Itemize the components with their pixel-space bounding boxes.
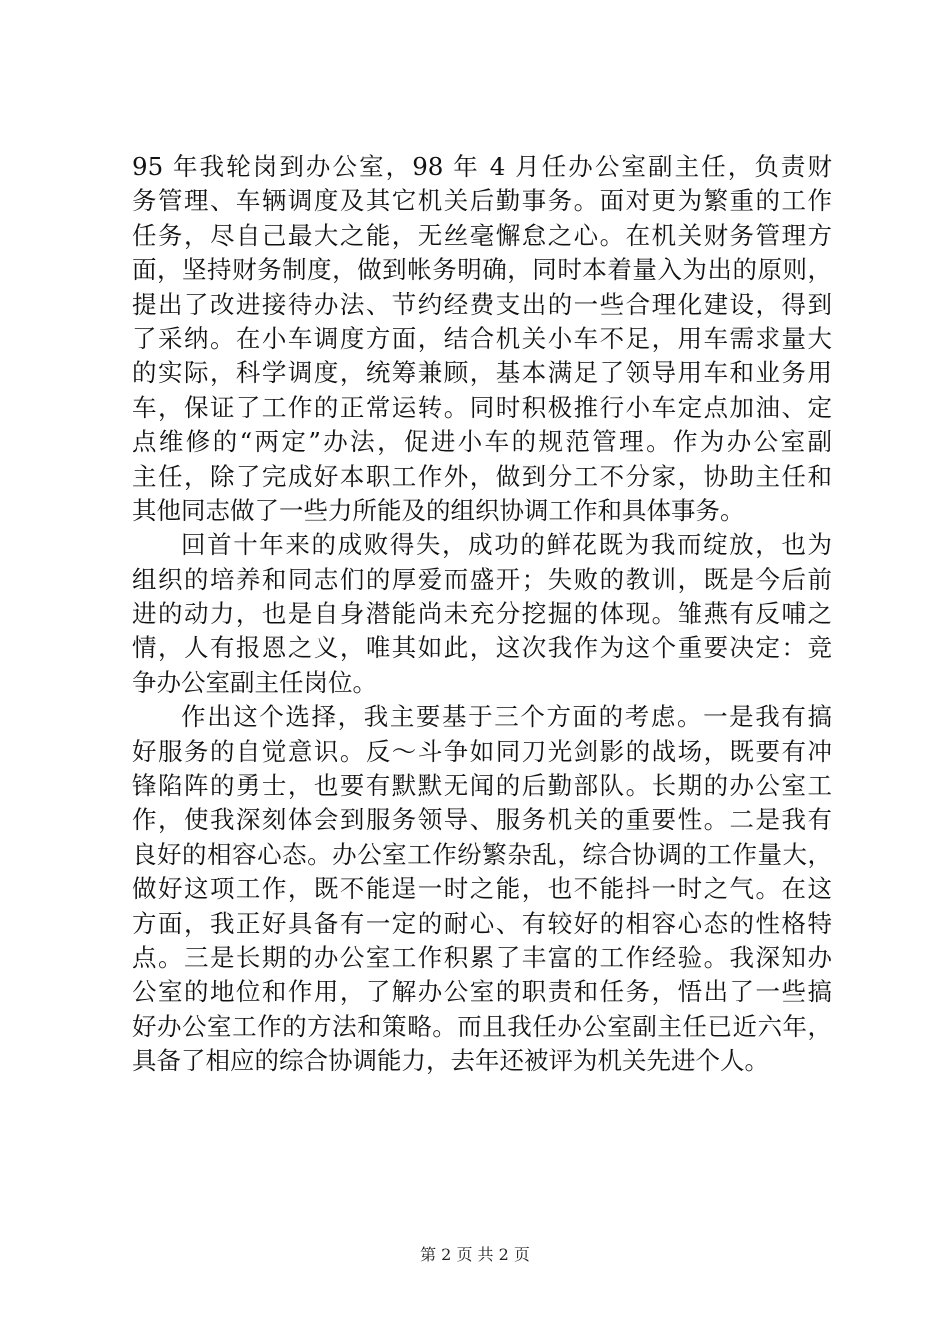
text-line: 具备了相应的综合协调能力，去年还被评为机关先进个人。 xyxy=(132,1046,769,1076)
text-line: 争办公室副主任岗位。 xyxy=(132,667,377,697)
text-line: 做好这项工作，既不能逞一时之能，也不能抖一时之气。在这 xyxy=(132,874,832,904)
text-line: 其他同志做了一些力所能及的组织协调工作和具体事务。 xyxy=(132,495,745,525)
text-line: 作出这个选择，我主要基于三个方面的考虑。一是我有搞 xyxy=(181,702,832,732)
text-line: 组织的培养和同志们的厚爱而盛开；失败的教训，既是今后前 xyxy=(132,564,832,594)
text-line: 的实际，科学调度，统筹兼顾，基本满足了领导用车和业务用 xyxy=(132,358,832,388)
text-line: 面，坚持财务制度，做到帐务明确，同时本着量入为出的原则， xyxy=(132,255,832,285)
text-line: 公室的地位和作用，了解办公室的职责和任务，悟出了一些搞 xyxy=(132,977,832,1007)
text-line: 95 年我轮岗到办公室，98 年 4 月任办公室副主任，负责财 xyxy=(132,152,832,181)
text-line: 任务，尽自己最大之能，无丝毫懈怠之心。在机关财务管理方 xyxy=(132,220,832,250)
text-line: 车，保证了工作的正常运转。同时积极推行小车定点加油、定 xyxy=(132,392,832,422)
text-line: 好办公室工作的方法和策略。而且我任办公室副主任已近六年， xyxy=(132,1011,832,1041)
text-line: 点。三是长期的办公室工作积累了丰富的工作经验。我深知办 xyxy=(132,942,832,972)
text-line: 进的动力，也是自身潜能尚未充分挖掘的体现。雏燕有反哺之 xyxy=(132,599,832,629)
text-line: 锋陷阵的勇士，也要有默默无闻的后勤部队。长期的办公室工 xyxy=(132,771,832,801)
document-body xyxy=(132,150,832,1079)
text-line: 了采纳。在小车调度方面，结合机关小车不足，用车需求量大 xyxy=(132,323,832,353)
text-line: 良好的相容心态。办公室工作纷繁杂乱，综合协调的工作量大， xyxy=(132,839,832,869)
text-line: 好服务的自觉意识。反～斗争如同刀光剑影的战场，既要有冲 xyxy=(132,736,832,766)
text-line: 情，人有报恩之义，唯其如此，这次我作为这个重要决定：竞 xyxy=(132,633,832,663)
page-number-footer: 第 2 页 共 2 页 xyxy=(420,1245,530,1264)
text-line: 方面，我正好具备有一定的耐心、有较好的相容心态的性格特 xyxy=(132,908,832,938)
text-line: 主任，除了完成好本职工作外，做到分工不分家，协助主任和 xyxy=(132,461,832,491)
text-line: 作，使我深刻体会到服务领导、服务机关的重要性。二是我有 xyxy=(132,805,832,835)
text-line: 提出了改进接待办法、节约经费支出的一些合理化建设，得到 xyxy=(132,289,832,319)
text-line: 点维修的“两定”办法，促进小车的规范管理。作为办公室副 xyxy=(132,427,832,457)
text-line: 回首十年来的成败得失，成功的鲜花既为我而绽放，也为 xyxy=(181,530,832,560)
text-line: 务管理、车辆调度及其它机关后勤事务。面对更为繁重的工作 xyxy=(132,186,832,216)
